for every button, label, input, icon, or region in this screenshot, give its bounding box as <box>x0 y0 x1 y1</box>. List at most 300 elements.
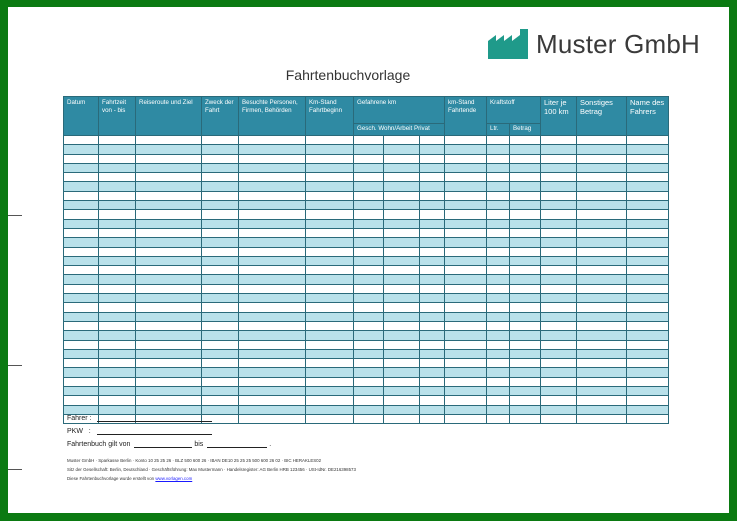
table-cell[interactable] <box>136 396 202 405</box>
table-cell[interactable] <box>420 247 445 256</box>
table-cell[interactable] <box>64 340 99 349</box>
table-cell[interactable] <box>239 414 306 423</box>
table-cell[interactable] <box>445 228 487 237</box>
table-cell[interactable] <box>577 294 627 303</box>
table-cell[interactable] <box>577 387 627 396</box>
table-cell[interactable] <box>306 284 354 293</box>
table-cell[interactable] <box>202 396 239 405</box>
table-cell[interactable] <box>487 312 510 321</box>
table-cell[interactable] <box>510 377 541 386</box>
table-cell[interactable] <box>541 238 577 247</box>
table-cell[interactable] <box>487 359 510 368</box>
table-cell[interactable] <box>510 396 541 405</box>
table-cell[interactable] <box>354 321 384 330</box>
table-cell[interactable] <box>64 247 99 256</box>
table-cell[interactable] <box>445 340 487 349</box>
table-cell[interactable] <box>384 368 420 377</box>
table-cell[interactable] <box>202 321 239 330</box>
table-cell[interactable] <box>64 219 99 228</box>
table-cell[interactable] <box>384 136 420 145</box>
table-cell[interactable] <box>136 136 202 145</box>
table-cell[interactable] <box>99 349 136 358</box>
table-cell[interactable] <box>306 256 354 265</box>
table-cell[interactable] <box>627 312 669 321</box>
table-cell[interactable] <box>420 182 445 191</box>
table-cell[interactable] <box>239 359 306 368</box>
table-cell[interactable] <box>306 201 354 210</box>
table-cell[interactable] <box>202 210 239 219</box>
table-cell[interactable] <box>239 182 306 191</box>
table-cell[interactable] <box>202 303 239 312</box>
table-cell[interactable] <box>202 284 239 293</box>
table-cell[interactable] <box>445 294 487 303</box>
table-cell[interactable] <box>136 238 202 247</box>
table-cell[interactable] <box>239 387 306 396</box>
table-cell[interactable] <box>136 331 202 340</box>
table-cell[interactable] <box>354 256 384 265</box>
table-cell[interactable] <box>384 331 420 340</box>
table-cell[interactable] <box>445 284 487 293</box>
table-cell[interactable] <box>136 321 202 330</box>
table-cell[interactable] <box>445 266 487 275</box>
table-cell[interactable] <box>541 312 577 321</box>
table-cell[interactable] <box>577 238 627 247</box>
table-cell[interactable] <box>202 228 239 237</box>
table-cell[interactable] <box>384 256 420 265</box>
table-cell[interactable] <box>577 331 627 340</box>
table-cell[interactable] <box>354 275 384 284</box>
table-cell[interactable] <box>64 201 99 210</box>
table-cell[interactable] <box>354 414 384 423</box>
table-cell[interactable] <box>354 405 384 414</box>
table-cell[interactable] <box>541 321 577 330</box>
table-cell[interactable] <box>510 256 541 265</box>
table-cell[interactable] <box>577 275 627 284</box>
table-cell[interactable] <box>487 256 510 265</box>
table-cell[interactable] <box>136 191 202 200</box>
table-cell[interactable] <box>202 163 239 172</box>
table-cell[interactable] <box>487 387 510 396</box>
table-cell[interactable] <box>354 294 384 303</box>
table-cell[interactable] <box>487 396 510 405</box>
table-cell[interactable] <box>354 368 384 377</box>
table-cell[interactable] <box>384 294 420 303</box>
table-cell[interactable] <box>99 340 136 349</box>
table-cell[interactable] <box>306 182 354 191</box>
table-cell[interactable] <box>487 331 510 340</box>
table-cell[interactable] <box>577 349 627 358</box>
table-cell[interactable] <box>510 405 541 414</box>
table-cell[interactable] <box>627 182 669 191</box>
table-cell[interactable] <box>420 154 445 163</box>
table-cell[interactable] <box>445 210 487 219</box>
table-cell[interactable] <box>487 294 510 303</box>
table-cell[interactable] <box>136 312 202 321</box>
table-cell[interactable] <box>541 275 577 284</box>
table-cell[interactable] <box>577 368 627 377</box>
table-cell[interactable] <box>239 136 306 145</box>
gilt-von-field[interactable] <box>134 439 192 448</box>
table-cell[interactable] <box>510 163 541 172</box>
table-cell[interactable] <box>420 275 445 284</box>
table-cell[interactable] <box>541 247 577 256</box>
table-cell[interactable] <box>627 275 669 284</box>
table-cell[interactable] <box>627 266 669 275</box>
table-cell[interactable] <box>354 173 384 182</box>
table-cell[interactable] <box>445 191 487 200</box>
table-cell[interactable] <box>510 219 541 228</box>
table-cell[interactable] <box>487 340 510 349</box>
table-cell[interactable] <box>354 331 384 340</box>
table-cell[interactable] <box>64 173 99 182</box>
table-cell[interactable] <box>384 349 420 358</box>
table-cell[interactable] <box>420 321 445 330</box>
table-cell[interactable] <box>354 359 384 368</box>
table-cell[interactable] <box>306 359 354 368</box>
table-cell[interactable] <box>577 247 627 256</box>
table-cell[interactable] <box>627 210 669 219</box>
table-cell[interactable] <box>99 331 136 340</box>
table-cell[interactable] <box>627 349 669 358</box>
table-cell[interactable] <box>306 238 354 247</box>
table-cell[interactable] <box>239 247 306 256</box>
table-cell[interactable] <box>510 210 541 219</box>
table-cell[interactable] <box>487 349 510 358</box>
table-cell[interactable] <box>445 154 487 163</box>
table-cell[interactable] <box>202 377 239 386</box>
table-cell[interactable] <box>487 275 510 284</box>
table-cell[interactable] <box>541 201 577 210</box>
table-cell[interactable] <box>306 247 354 256</box>
table-cell[interactable] <box>420 331 445 340</box>
table-cell[interactable] <box>445 377 487 386</box>
table-cell[interactable] <box>99 303 136 312</box>
table-cell[interactable] <box>354 145 384 154</box>
table-cell[interactable] <box>577 219 627 228</box>
table-cell[interactable] <box>420 396 445 405</box>
table-cell[interactable] <box>354 136 384 145</box>
table-cell[interactable] <box>627 247 669 256</box>
table-cell[interactable] <box>354 228 384 237</box>
table-cell[interactable] <box>627 294 669 303</box>
table-cell[interactable] <box>64 294 99 303</box>
table-cell[interactable] <box>239 266 306 275</box>
table-cell[interactable] <box>487 201 510 210</box>
table-cell[interactable] <box>541 284 577 293</box>
table-cell[interactable] <box>627 387 669 396</box>
table-cell[interactable] <box>64 284 99 293</box>
table-cell[interactable] <box>420 303 445 312</box>
table-cell[interactable] <box>239 191 306 200</box>
table-cell[interactable] <box>136 256 202 265</box>
table-cell[interactable] <box>541 136 577 145</box>
table-cell[interactable] <box>627 303 669 312</box>
table-cell[interactable] <box>487 145 510 154</box>
fahrer-field[interactable] <box>97 413 212 422</box>
table-cell[interactable] <box>239 275 306 284</box>
table-cell[interactable] <box>64 136 99 145</box>
table-cell[interactable] <box>306 163 354 172</box>
table-cell[interactable] <box>627 340 669 349</box>
table-cell[interactable] <box>445 321 487 330</box>
table-cell[interactable] <box>136 219 202 228</box>
table-cell[interactable] <box>354 210 384 219</box>
table-cell[interactable] <box>136 154 202 163</box>
table-cell[interactable] <box>136 275 202 284</box>
table-cell[interactable] <box>64 275 99 284</box>
table-cell[interactable] <box>306 145 354 154</box>
table-cell[interactable] <box>384 340 420 349</box>
table-cell[interactable] <box>99 219 136 228</box>
table-cell[interactable] <box>384 284 420 293</box>
table-cell[interactable] <box>627 359 669 368</box>
table-cell[interactable] <box>487 163 510 172</box>
table-cell[interactable] <box>510 349 541 358</box>
table-cell[interactable] <box>136 247 202 256</box>
table-cell[interactable] <box>354 163 384 172</box>
table-cell[interactable] <box>510 284 541 293</box>
table-cell[interactable] <box>99 275 136 284</box>
table-cell[interactable] <box>384 247 420 256</box>
table-cell[interactable] <box>384 396 420 405</box>
table-cell[interactable] <box>99 321 136 330</box>
table-cell[interactable] <box>541 266 577 275</box>
table-cell[interactable] <box>420 163 445 172</box>
table-cell[interactable] <box>202 201 239 210</box>
table-cell[interactable] <box>239 145 306 154</box>
table-cell[interactable] <box>627 163 669 172</box>
table-cell[interactable] <box>627 136 669 145</box>
table-cell[interactable] <box>487 219 510 228</box>
table-cell[interactable] <box>627 331 669 340</box>
table-cell[interactable] <box>487 210 510 219</box>
table-cell[interactable] <box>510 145 541 154</box>
table-cell[interactable] <box>239 349 306 358</box>
table-cell[interactable] <box>510 238 541 247</box>
table-cell[interactable] <box>99 387 136 396</box>
table-cell[interactable] <box>384 163 420 172</box>
table-cell[interactable] <box>420 414 445 423</box>
table-cell[interactable] <box>306 340 354 349</box>
table-cell[interactable] <box>354 182 384 191</box>
table-cell[interactable] <box>202 331 239 340</box>
table-cell[interactable] <box>64 145 99 154</box>
table-cell[interactable] <box>445 219 487 228</box>
table-cell[interactable] <box>202 219 239 228</box>
table-cell[interactable] <box>354 377 384 386</box>
table-cell[interactable] <box>384 321 420 330</box>
table-cell[interactable] <box>136 173 202 182</box>
table-cell[interactable] <box>384 219 420 228</box>
table-cell[interactable] <box>202 387 239 396</box>
table-cell[interactable] <box>354 219 384 228</box>
table-cell[interactable] <box>384 228 420 237</box>
table-cell[interactable] <box>239 294 306 303</box>
table-cell[interactable] <box>577 228 627 237</box>
table-cell[interactable] <box>445 247 487 256</box>
table-cell[interactable] <box>445 414 487 423</box>
table-cell[interactable] <box>202 256 239 265</box>
table-cell[interactable] <box>64 228 99 237</box>
table-cell[interactable] <box>577 340 627 349</box>
table-cell[interactable] <box>354 154 384 163</box>
table-cell[interactable] <box>384 303 420 312</box>
table-cell[interactable] <box>384 182 420 191</box>
table-cell[interactable] <box>510 228 541 237</box>
table-cell[interactable] <box>577 173 627 182</box>
table-cell[interactable] <box>627 201 669 210</box>
table-cell[interactable] <box>541 368 577 377</box>
table-cell[interactable] <box>99 294 136 303</box>
table-cell[interactable] <box>202 136 239 145</box>
table-cell[interactable] <box>136 210 202 219</box>
table-cell[interactable] <box>541 405 577 414</box>
table-cell[interactable] <box>64 312 99 321</box>
table-cell[interactable] <box>64 303 99 312</box>
table-cell[interactable] <box>510 266 541 275</box>
table-cell[interactable] <box>239 219 306 228</box>
table-cell[interactable] <box>420 228 445 237</box>
table-cell[interactable] <box>306 266 354 275</box>
pkw-field[interactable] <box>97 426 212 435</box>
table-cell[interactable] <box>64 377 99 386</box>
table-cell[interactable] <box>627 377 669 386</box>
table-cell[interactable] <box>99 359 136 368</box>
table-cell[interactable] <box>541 349 577 358</box>
table-cell[interactable] <box>541 331 577 340</box>
table-cell[interactable] <box>64 256 99 265</box>
table-cell[interactable] <box>420 340 445 349</box>
table-cell[interactable] <box>99 247 136 256</box>
table-cell[interactable] <box>202 173 239 182</box>
table-cell[interactable] <box>510 201 541 210</box>
table-cell[interactable] <box>445 387 487 396</box>
table-cell[interactable] <box>239 312 306 321</box>
table-cell[interactable] <box>577 359 627 368</box>
table-cell[interactable] <box>384 387 420 396</box>
table-cell[interactable] <box>445 331 487 340</box>
table-cell[interactable] <box>384 173 420 182</box>
table-cell[interactable] <box>541 294 577 303</box>
table-cell[interactable] <box>99 284 136 293</box>
table-cell[interactable] <box>420 284 445 293</box>
table-cell[interactable] <box>541 303 577 312</box>
table-cell[interactable] <box>445 396 487 405</box>
table-cell[interactable] <box>306 228 354 237</box>
table-cell[interactable] <box>420 136 445 145</box>
table-cell[interactable] <box>306 303 354 312</box>
table-cell[interactable] <box>541 154 577 163</box>
table-cell[interactable] <box>64 321 99 330</box>
table-cell[interactable] <box>384 414 420 423</box>
table-cell[interactable] <box>541 145 577 154</box>
table-cell[interactable] <box>541 163 577 172</box>
table-cell[interactable] <box>577 414 627 423</box>
table-cell[interactable] <box>202 368 239 377</box>
table-cell[interactable] <box>510 359 541 368</box>
table-cell[interactable] <box>99 396 136 405</box>
table-cell[interactable] <box>420 191 445 200</box>
table-cell[interactable] <box>445 182 487 191</box>
table-cell[interactable] <box>239 303 306 312</box>
table-cell[interactable] <box>541 396 577 405</box>
table-cell[interactable] <box>306 210 354 219</box>
table-cell[interactable] <box>354 303 384 312</box>
table-cell[interactable] <box>445 303 487 312</box>
table-cell[interactable] <box>384 275 420 284</box>
table-cell[interactable] <box>420 368 445 377</box>
table-cell[interactable] <box>239 256 306 265</box>
table-cell[interactable] <box>239 284 306 293</box>
table-cell[interactable] <box>239 201 306 210</box>
table-cell[interactable] <box>445 349 487 358</box>
table-cell[interactable] <box>577 284 627 293</box>
table-cell[interactable] <box>202 238 239 247</box>
table-cell[interactable] <box>64 387 99 396</box>
table-cell[interactable] <box>487 405 510 414</box>
table-cell[interactable] <box>64 368 99 377</box>
table-cell[interactable] <box>306 219 354 228</box>
table-cell[interactable] <box>306 331 354 340</box>
table-cell[interactable] <box>384 312 420 321</box>
table-cell[interactable] <box>577 210 627 219</box>
table-cell[interactable] <box>64 191 99 200</box>
table-cell[interactable] <box>99 228 136 237</box>
table-cell[interactable] <box>577 266 627 275</box>
table-cell[interactable] <box>420 294 445 303</box>
table-cell[interactable] <box>487 173 510 182</box>
table-cell[interactable] <box>202 266 239 275</box>
table-cell[interactable] <box>627 219 669 228</box>
table-cell[interactable] <box>445 173 487 182</box>
table-cell[interactable] <box>510 173 541 182</box>
table-cell[interactable] <box>384 238 420 247</box>
table-cell[interactable] <box>577 201 627 210</box>
table-cell[interactable] <box>99 377 136 386</box>
table-cell[interactable] <box>136 145 202 154</box>
table-cell[interactable] <box>487 154 510 163</box>
table-cell[interactable] <box>420 312 445 321</box>
table-cell[interactable] <box>420 359 445 368</box>
table-cell[interactable] <box>510 275 541 284</box>
table-cell[interactable] <box>577 377 627 386</box>
table-cell[interactable] <box>384 266 420 275</box>
table-cell[interactable] <box>627 256 669 265</box>
table-cell[interactable] <box>445 163 487 172</box>
table-cell[interactable] <box>99 163 136 172</box>
table-cell[interactable] <box>64 359 99 368</box>
table-cell[interactable] <box>445 312 487 321</box>
table-cell[interactable] <box>510 136 541 145</box>
table-cell[interactable] <box>306 312 354 321</box>
table-cell[interactable] <box>627 145 669 154</box>
table-cell[interactable] <box>541 377 577 386</box>
table-cell[interactable] <box>136 182 202 191</box>
table-cell[interactable] <box>627 414 669 423</box>
table-cell[interactable] <box>306 368 354 377</box>
table-cell[interactable] <box>354 340 384 349</box>
table-cell[interactable] <box>420 219 445 228</box>
table-cell[interactable] <box>64 154 99 163</box>
table-cell[interactable] <box>445 405 487 414</box>
table-cell[interactable] <box>577 145 627 154</box>
table-cell[interactable] <box>445 238 487 247</box>
table-cell[interactable] <box>510 368 541 377</box>
table-cell[interactable] <box>487 368 510 377</box>
table-cell[interactable] <box>487 228 510 237</box>
table-cell[interactable] <box>577 182 627 191</box>
table-cell[interactable] <box>627 154 669 163</box>
